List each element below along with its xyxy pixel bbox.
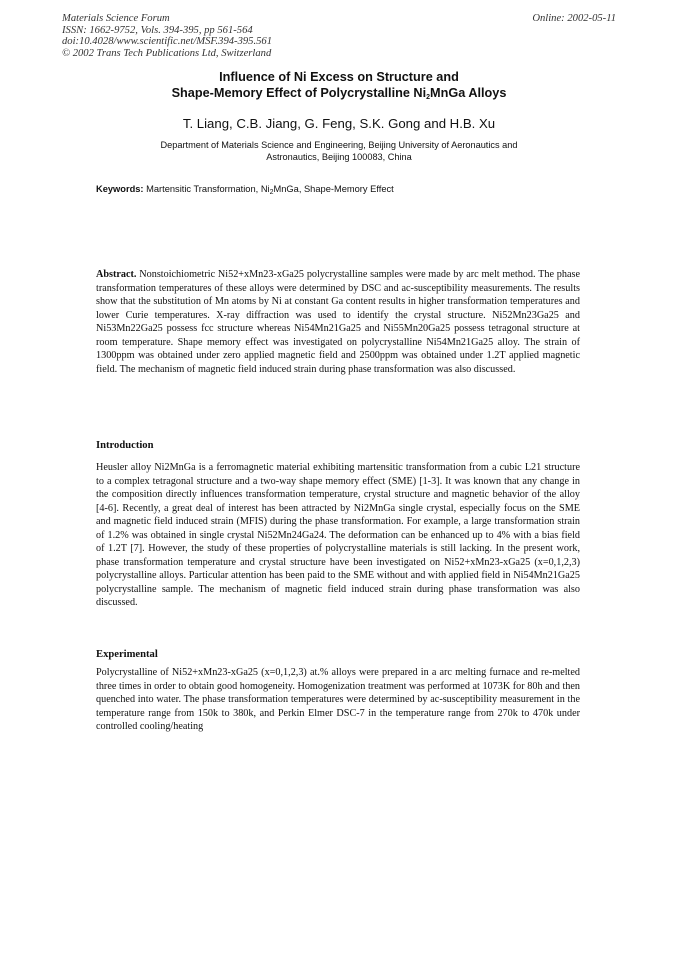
affiliation-line-2: Astronautics, Beijing 100083, China [266,152,412,162]
experimental-heading: Experimental [96,649,158,660]
title-line-1: Influence of Ni Excess on Structure and [219,70,459,84]
title-line-2 [0,86,678,102]
affiliation [0,139,678,163]
affiliation-line-1: Department of Materials Science and Engineering, Beijing University of Aeronautics and [160,140,518,150]
copyright-line: © 2002 Trans Tech Publications Ltd, Switzerland [62,47,272,59]
abstract [96,268,580,376]
paper-title [0,70,678,101]
online-date: Online: 2002-05-11 [532,13,616,24]
issn-line: ISSN: 1662-9752, Vols. 394-395, pp 561-564 [62,24,253,36]
title-line-2-text: Shape-Memory Effect of Polycrystalline Ni [171,85,427,100]
keywords-text: Martensitic Transformation, Ni [143,184,270,194]
doi-line[interactable]: doi:10.4028/www.scientific.net/MSF.394-395.561 [62,36,272,48]
abstract-label: Abstract. [96,269,137,280]
abstract-body: Nonstoichiometric Ni52+xMn23-xGa25 polycrystalline samples were made by arc melt method. The phase transformation temperatures of these alloys were determined by DSC and ac-susceptibility measurements. The results show that the substitution of Mn atoms by Ni at constant Ga content results in higher transformation temperatures and lower Curie temperatures. X-ray diffraction was used to identify the crystal structure. Ni52Mn23Ga25 and Ni53Mn22Ga25 possess fcc structure whereas Ni54Mn21Ga25 and Ni55Mn20Ga25 possess tetragonal structure at room temperature. Shape memory effect was investigated on polycrystalline Ni54Mn21Ga25 alloy. The strain of 1300ppm was obtained under zero applied magnetic field and 2500ppm was obtained under 1.2T applied magnetic field. The mechanism of magnetic field induced strain during phase transformation was also discussed. [96,269,580,375]
journal-header [62,13,272,59]
introduction-body: Heusler alloy Ni2MnGa is a ferromagnetic material exhibiting martensitic transformation from a cubic L21 structure to a complex tetragonal structure and a two-way shape memory effect (SME) [1-3]. It was known that any change in the composition directly influences transformation temperature, crystal structure and magnetic behavior of the alloy [4-6]. Recently, a great deal of interest has been attracted by Ni2MnGa single crystal, especially focus on the SME and magnetic field induced strain (MFIS) during the phase transformation. For example, a large transformation strain of 1.2% was obtained in single crystal Ni52Mn24Ga24. The deformation can be enhanced up to 4% with a bias field of 1.2T [7]. However, the study of these properties of polycrystalline materials is still lacking. In the present work, phase transformation temperature and crystal structure have been investigated on Ni52+xMn23-xGa25 (x=0,1,2,3) polycrystalline alloys. Particular attention has been paid to the SME without and with applied field in Ni54Mn21Ga25 polycrystalline sample. The mechanism of magnetic field induced strain during phase transformation was also discussed. [96,462,580,608]
title-subscript: 2 [426,93,431,101]
journal-name: Materials Science Forum [62,13,170,24]
authors: T. Liang, C.B. Jiang, G. Feng, S.K. Gong and H.B. Xu [182,116,496,131]
title-line-2-end: MnGa Alloys [430,85,507,100]
keywords-label: Keywords: [96,184,144,194]
experimental-body: Polycrystalline of Ni52+xMn23-xGa25 (x=0,1,2,3) at.% alloys were prepared in a arc melting furnace and re-melted three times in order to obtain good homogeneity. Homogenization treatment was performed at 1073K for 80h and then quenched into water. The phase transformation temperatures were determined by ac-susceptibility measurement in the temperature range from 150k to 380k, and Perkin Elmer DSC-7 in the temperature range from 270k to 470k under controlled cooling/heating [96,667,580,732]
keywords-text-end: MnGa, Shape-Memory Effect [273,184,394,194]
keywords-subscript: 2 [269,189,274,196]
introduction-heading: Introduction [96,440,154,451]
keywords [96,184,394,194]
